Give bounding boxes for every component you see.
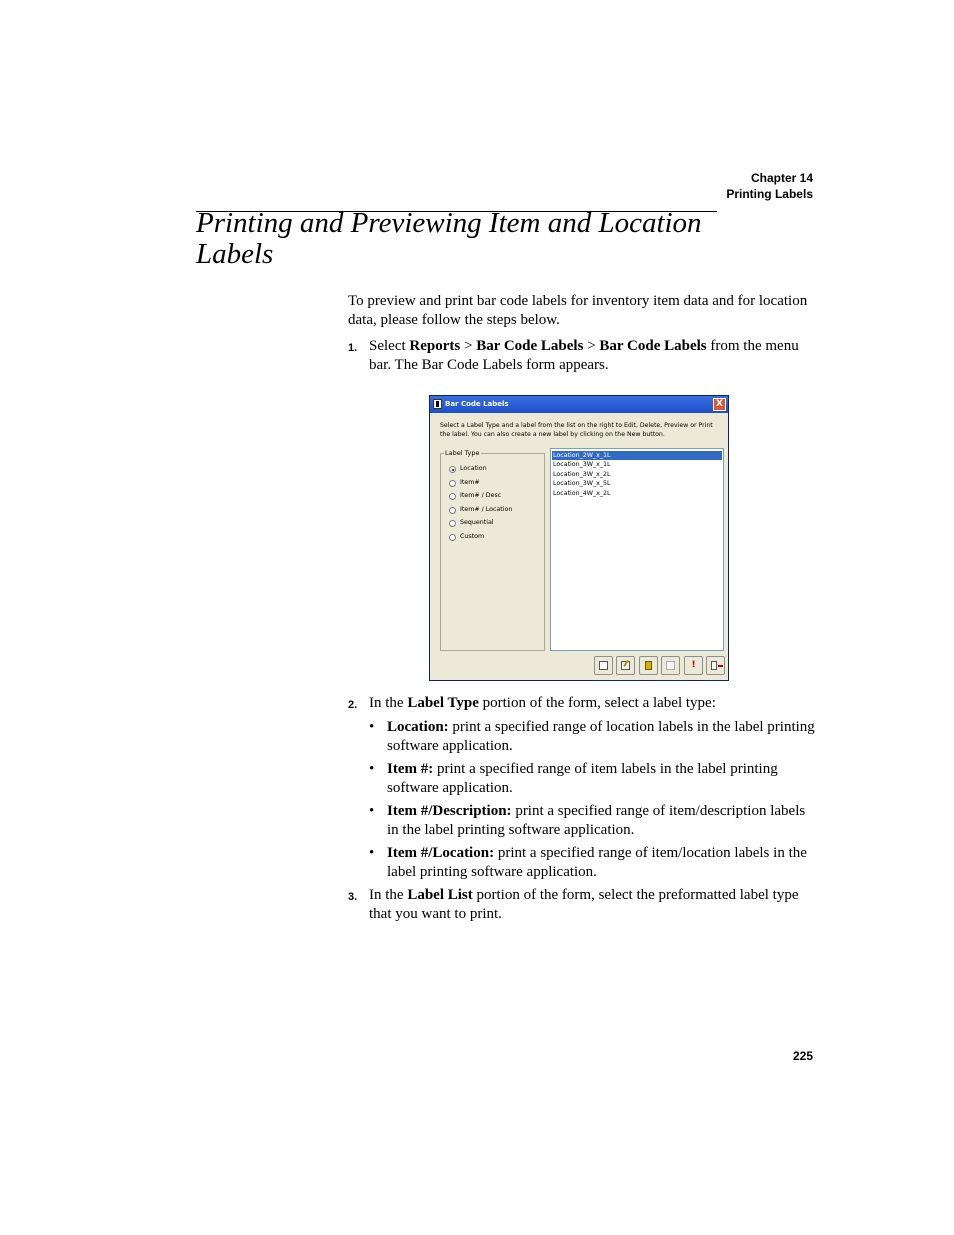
bullet-item xyxy=(369,760,817,798)
radio-button[interactable] xyxy=(449,466,456,473)
new-icon xyxy=(599,661,608,670)
exit-icon xyxy=(711,661,717,670)
step-text: Select Reports > Bar Code Labels > Bar Code Labels from the menu bar. The Bar Code Labels form appears. xyxy=(369,338,799,373)
step-3 xyxy=(348,886,816,924)
preview-button[interactable] xyxy=(661,656,680,675)
label-list[interactable] xyxy=(550,448,724,651)
radio-label: Item# xyxy=(460,479,480,486)
dialog-titlebar[interactable] xyxy=(430,396,728,413)
bullet-text: Location: print a specified range of location labels in the label printing software application. xyxy=(387,719,815,754)
app-icon xyxy=(433,399,442,409)
bullet-glyph: • xyxy=(369,845,375,861)
radio-button[interactable] xyxy=(449,493,456,500)
exit-button[interactable] xyxy=(706,656,725,675)
new-button[interactable] xyxy=(594,656,613,675)
bullet-text: Item #: print a specified range of item labels in the label printing software application. xyxy=(387,761,778,796)
dialog-title: Bar Code Labels xyxy=(445,400,509,408)
intro-paragraph: To preview and print bar code labels for inventory item data and for location data, please follow the steps below. xyxy=(348,293,808,328)
bullet-text: Item #/Location: print a specified range of item/location labels in the label printing software application. xyxy=(387,845,807,880)
bullet-item-location xyxy=(369,844,817,882)
radio-button[interactable] xyxy=(449,534,456,541)
radio-label: Item# / Desc xyxy=(460,492,502,499)
edit-button[interactable] xyxy=(616,656,635,675)
step-text: In the Label List portion of the form, select the preformatted label type that you want to print. xyxy=(369,887,799,922)
list-item[interactable]: Location_4W_x_2L xyxy=(553,490,611,497)
radio-label: Location xyxy=(460,465,487,472)
bar-code-labels-dialog xyxy=(429,395,729,681)
bullet-text: Item #/Description: print a specified range of item/description labels in the label printing software application. xyxy=(387,803,806,838)
chapter-header: Chapter 14 xyxy=(750,171,813,185)
delete-icon xyxy=(645,661,652,670)
print-button[interactable] xyxy=(684,656,703,675)
bullet-glyph: • xyxy=(369,719,375,735)
list-item[interactable]: Location_2W_x_1L xyxy=(552,451,722,460)
radio-label: Sequential xyxy=(460,519,494,526)
section-header: Printing Labels xyxy=(726,187,813,201)
step-number: 1. xyxy=(348,342,358,354)
dialog-instructions: Select a Label Type and a label from the list on the right to Edit, Delete, Preview or Print the label. You can also create a new label by clicking on the New button. xyxy=(440,422,713,438)
radio-button[interactable] xyxy=(449,520,456,527)
edit-icon xyxy=(621,661,630,670)
list-item[interactable]: Location_3W_x_1L xyxy=(553,461,611,468)
list-item[interactable]: Location_3W_x_5L xyxy=(553,480,611,487)
step-number: 3. xyxy=(348,891,358,903)
bullet-item-description xyxy=(369,802,817,840)
bullet-glyph: • xyxy=(369,761,375,777)
radio-button[interactable] xyxy=(449,507,456,514)
preview-icon xyxy=(666,661,675,670)
close-icon[interactable]: X xyxy=(713,398,726,411)
radio-label: Item# / Location xyxy=(460,506,513,513)
list-item[interactable]: Location_3W_x_2L xyxy=(553,471,611,478)
bullet-glyph: • xyxy=(369,803,375,819)
step-number: 2. xyxy=(348,699,358,711)
bullet-location xyxy=(369,718,817,756)
step-text: In the Label Type portion of the form, select a label type: xyxy=(369,695,716,711)
radio-label: Custom xyxy=(460,533,485,540)
label-type-group xyxy=(440,449,545,651)
label-type-legend: Label Type xyxy=(445,449,480,457)
step-1 xyxy=(348,337,816,375)
page-title: Printing and Previewing Item and Location Labels xyxy=(196,207,702,270)
page-number: 225 xyxy=(792,1049,813,1063)
step-2 xyxy=(348,694,816,713)
delete-button[interactable] xyxy=(639,656,658,675)
print-icon: ! xyxy=(691,660,696,670)
radio-button[interactable] xyxy=(449,480,456,487)
